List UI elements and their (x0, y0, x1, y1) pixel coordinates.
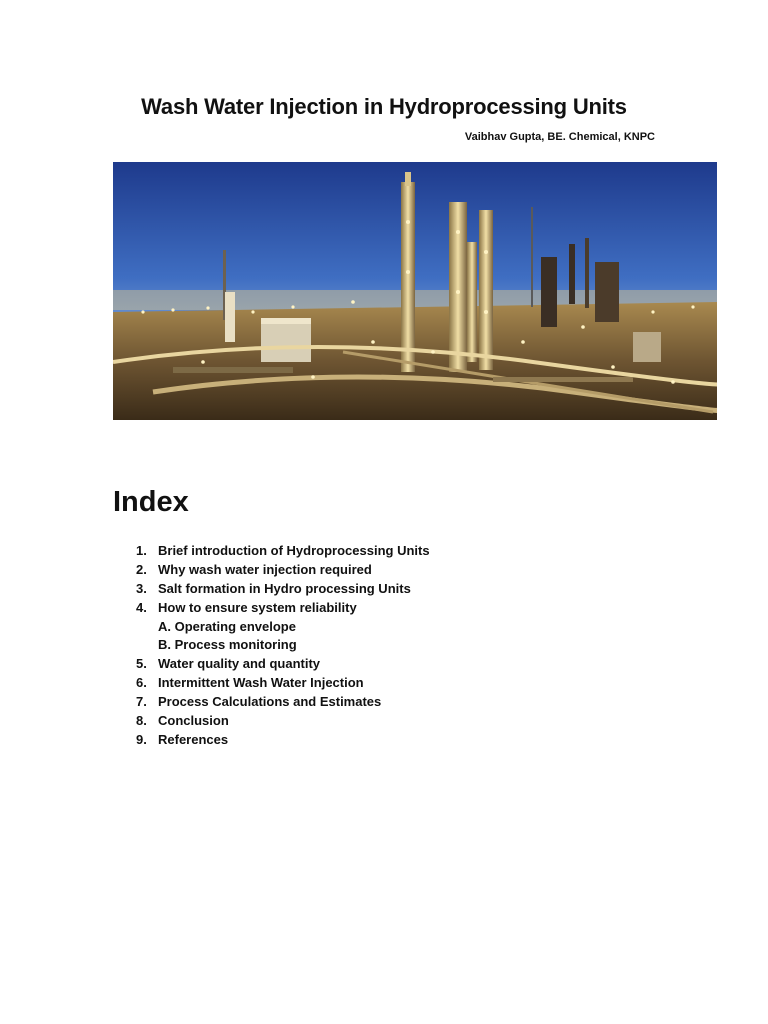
list-item: 4. How to ensure system reliability (136, 599, 357, 615)
list-item: 2. Why wash water injection required (136, 561, 372, 577)
list-item: 8. Conclusion (136, 713, 229, 729)
list-item: 1. Brief introduction of Hydroprocessing Units (136, 543, 430, 558)
list-subitem: B. Process monitoring (158, 637, 297, 653)
author-line: Vaibhav Gupta, BE. Chemical, KNPC (464, 131, 655, 143)
refinery-photo (113, 162, 717, 420)
index-list (136, 542, 430, 750)
index-heading: Index (113, 486, 189, 518)
page-title: Wash Water Injection in Hydroprocessing Units (141, 94, 627, 119)
list-item: 7. Process Calculations and Estimates (136, 694, 382, 710)
list-item: 5. Water quality and quantity (136, 656, 321, 672)
list-item: 9. References (136, 731, 229, 747)
list-item: 6. Intermittent Wash Water Injection (136, 675, 364, 691)
list-item: 3. Salt formation in Hydro processing Units (136, 580, 411, 596)
list-subitem: A. Operating envelope (158, 618, 296, 634)
